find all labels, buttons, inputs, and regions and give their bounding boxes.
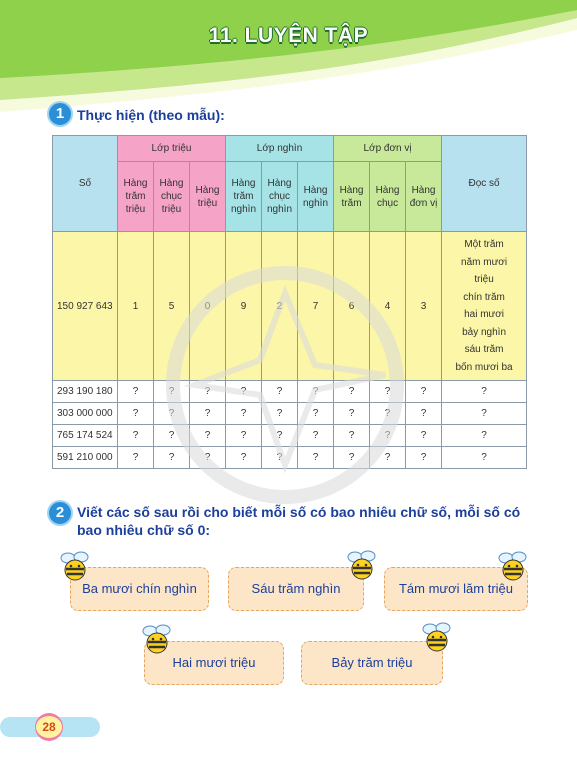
reading-line: bốn mươi ba [455,361,513,373]
answer-cell[interactable]: ? [118,403,154,425]
place-value-table [52,135,526,469]
bee-icon [345,548,379,582]
reading-line: hai mươi [464,309,505,320]
table-row [53,447,527,469]
answer-cell[interactable]: ? [406,425,442,447]
reading-line: bảy nghìn [462,326,507,338]
section-2-title-line-1: Viết các số sau rồi cho biết mỗi số có bao nhiêu chữ số, mỗi số có [77,504,521,520]
sample-digit: 5 [154,232,190,381]
reading-cell[interactable]: ? [442,403,527,425]
header-banner [0,0,577,120]
answer-cell[interactable]: ? [226,403,262,425]
answer-cell[interactable]: ? [190,447,226,469]
sub-header: Hàng đơn vị [406,162,442,232]
answer-cell[interactable]: ? [226,447,262,469]
sample-digit: 7 [298,232,334,381]
sub-header: Hàng trăm [334,162,370,232]
sample-reading [442,232,527,381]
sample-digit: 3 [406,232,442,381]
reading-cell[interactable]: ? [442,447,527,469]
reading-line: năm mươi [461,256,508,268]
sub-header: Hàng chục triệu [154,162,190,232]
bee-icon [140,622,174,656]
answer-cell[interactable]: ? [262,381,298,403]
sample-digit: 2 [262,232,298,381]
bee-icon [58,549,92,583]
header-doc-so: Đọc số [442,136,527,232]
answer-cell[interactable]: ? [262,425,298,447]
answer-cell[interactable]: ? [190,381,226,403]
sub-header: Hàng chục [370,162,406,232]
sample-digit: 9 [226,232,262,381]
row-number: 303 000 000 [53,403,118,425]
row-number: 293 190 180 [53,381,118,403]
row-number: 765 174 524 [53,425,118,447]
answer-cell[interactable]: ? [298,447,334,469]
answer-cell[interactable]: ? [190,425,226,447]
page-title: 11. LUYỆN TẬP [208,24,369,47]
answer-cell[interactable]: ? [406,381,442,403]
sub-header: Hàng chục nghìn [262,162,298,232]
answer-cell[interactable]: ? [334,447,370,469]
sample-digit: 4 [370,232,406,381]
sub-header: Hàng triệu [190,162,226,232]
reading-line: sáu trăm [464,344,504,355]
answer-cell[interactable]: ? [262,403,298,425]
group-lop-nghin: Lớp nghìn [226,136,334,162]
answer-cell[interactable]: ? [298,425,334,447]
answer-cell[interactable]: ? [370,403,406,425]
answer-cell[interactable]: ? [334,381,370,403]
answer-cell[interactable]: ? [370,381,406,403]
answer-cell[interactable]: ? [190,403,226,425]
answer-cell[interactable]: ? [118,425,154,447]
sample-digit: 1 [118,232,154,381]
row-number: 591 210 000 [53,447,118,469]
sub-header: Hàng trăm triệu [118,162,154,232]
answer-cell[interactable]: ? [154,381,190,403]
section-2-number-badge: 2 [47,500,73,526]
answer-cell[interactable]: ? [154,447,190,469]
reading-cell[interactable]: ? [442,425,527,447]
answer-cell[interactable]: ? [226,381,262,403]
section-1-title: Thực hiện (theo mẫu): [77,107,225,123]
section-2-title-line-2: bao nhiêu chữ số 0: [77,522,211,538]
number-word-card[interactable]: Hai mươi triệu [144,641,284,685]
header-so: Số [53,136,118,232]
reading-line: Một trăm [464,239,504,250]
bee-icon [420,620,454,654]
number-word-card[interactable]: Tám mươi lăm triệu [384,567,528,611]
section-1-number-badge: 1 [47,101,73,127]
reading-cell[interactable]: ? [442,381,527,403]
answer-cell[interactable]: ? [334,425,370,447]
number-word-card[interactable]: Bảy trăm triệu [301,641,443,685]
sub-header: Hàng nghìn [298,162,334,232]
answer-cell[interactable]: ? [154,403,190,425]
sub-header: Hàng trăm nghìn [226,162,262,232]
answer-cell[interactable]: ? [370,447,406,469]
answer-cell[interactable]: ? [262,447,298,469]
answer-cell[interactable]: ? [118,447,154,469]
answer-cell[interactable]: ? [118,381,154,403]
answer-cell[interactable]: ? [298,403,334,425]
number-word-card[interactable]: Ba mươi chín nghìn [70,567,209,611]
table-row [53,403,527,425]
number-word-card[interactable]: Sáu trăm nghìn [228,567,364,611]
table-row [53,381,527,403]
bee-icon [496,549,530,583]
sample-digit: 0 [190,232,226,381]
answer-cell[interactable]: ? [406,447,442,469]
sample-row [53,232,527,381]
answer-cell[interactable]: ? [298,381,334,403]
answer-cell[interactable]: ? [370,425,406,447]
sample-number: 150 927 643 [53,232,118,381]
reading-line: triệu [474,274,494,285]
group-lop-don-vi: Lớp đơn vị [334,136,442,162]
sample-digit: 6 [334,232,370,381]
answer-cell[interactable]: ? [334,403,370,425]
group-lop-trieu: Lớp triệu [118,136,226,162]
answer-cell[interactable]: ? [226,425,262,447]
answer-cell[interactable]: ? [154,425,190,447]
answer-cell[interactable]: ? [406,403,442,425]
table-row [53,425,527,447]
page-number: 28 [36,716,62,738]
reading-line: chín trăm [463,291,505,303]
